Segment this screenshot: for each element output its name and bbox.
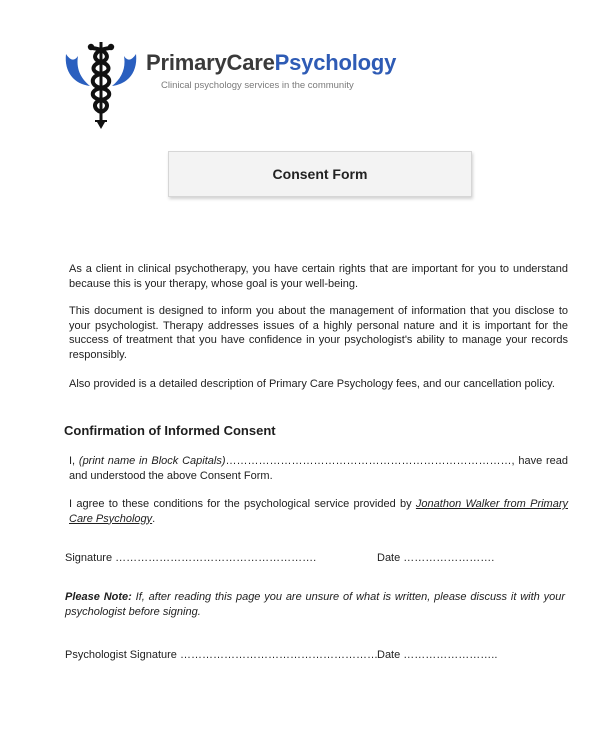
intro-paragraph-information: This document is designed to inform you about the management of information that you disclose to your psychologist. Therapy addresses issues of a highly personal nature and it is important for the success of treatment that you have confidence in your psychologist's ability to manage your records responsibly. — [69, 305, 568, 361]
client-date-field[interactable]: Date ……………………. — [377, 552, 495, 564]
consent-name-prefix: I, — [69, 455, 79, 467]
consent-agreement-statement — [69, 497, 568, 526]
consent-name-statement — [69, 454, 568, 483]
consent-name-hint: (print name in Block Capitals) — [78, 455, 226, 467]
form-title-box — [168, 151, 472, 197]
brand-name-part1: PrimaryCare — [146, 50, 275, 75]
agreement-suffix: . — [152, 512, 156, 525]
brand-tagline: Clinical psychology services in the community — [161, 80, 354, 91]
psychologist-date-field[interactable]: Date …………………….. — [377, 649, 498, 661]
caduceus-logo-icon — [62, 38, 140, 130]
agreement-provider: Jonathon Walker from Primary Care Psychology — [69, 498, 568, 525]
consent-name-suffix: , have read and understood the above Consent Form. — [69, 455, 568, 482]
please-note-text: If, after reading this page you are unsure of what is written, please discuss it with your psychologist before signing. — [65, 591, 566, 618]
intro-paragraph-rights: As a client in clinical psychotherapy, you have certain rights that are important for you to understand because this is your therapy, whose goal is your well-being. — [69, 263, 568, 290]
brand-name — [146, 50, 396, 76]
agreement-prefix: I agree to these conditions for the psychological service provided by — [69, 498, 416, 510]
form-title: Consent Form — [272, 166, 368, 182]
brand-name-part2: Psychology — [274, 50, 397, 75]
section-heading-informed-consent: Confirmation of Informed Consent — [64, 423, 276, 438]
please-note-label: Please Note: — [65, 591, 132, 603]
consent-name-blank[interactable]: …………………………………………………………………… — [225, 455, 512, 467]
psychologist-signature-field[interactable]: Psychologist Signature ……………………………………………… — [65, 649, 378, 661]
please-note — [65, 590, 565, 620]
client-signature-field[interactable]: Signature ………………………………………………. — [65, 552, 317, 564]
intro-paragraph-fees: Also provided is a detailed description of Primary Care Psychology fees, and our cancellation policy. — [69, 378, 555, 390]
